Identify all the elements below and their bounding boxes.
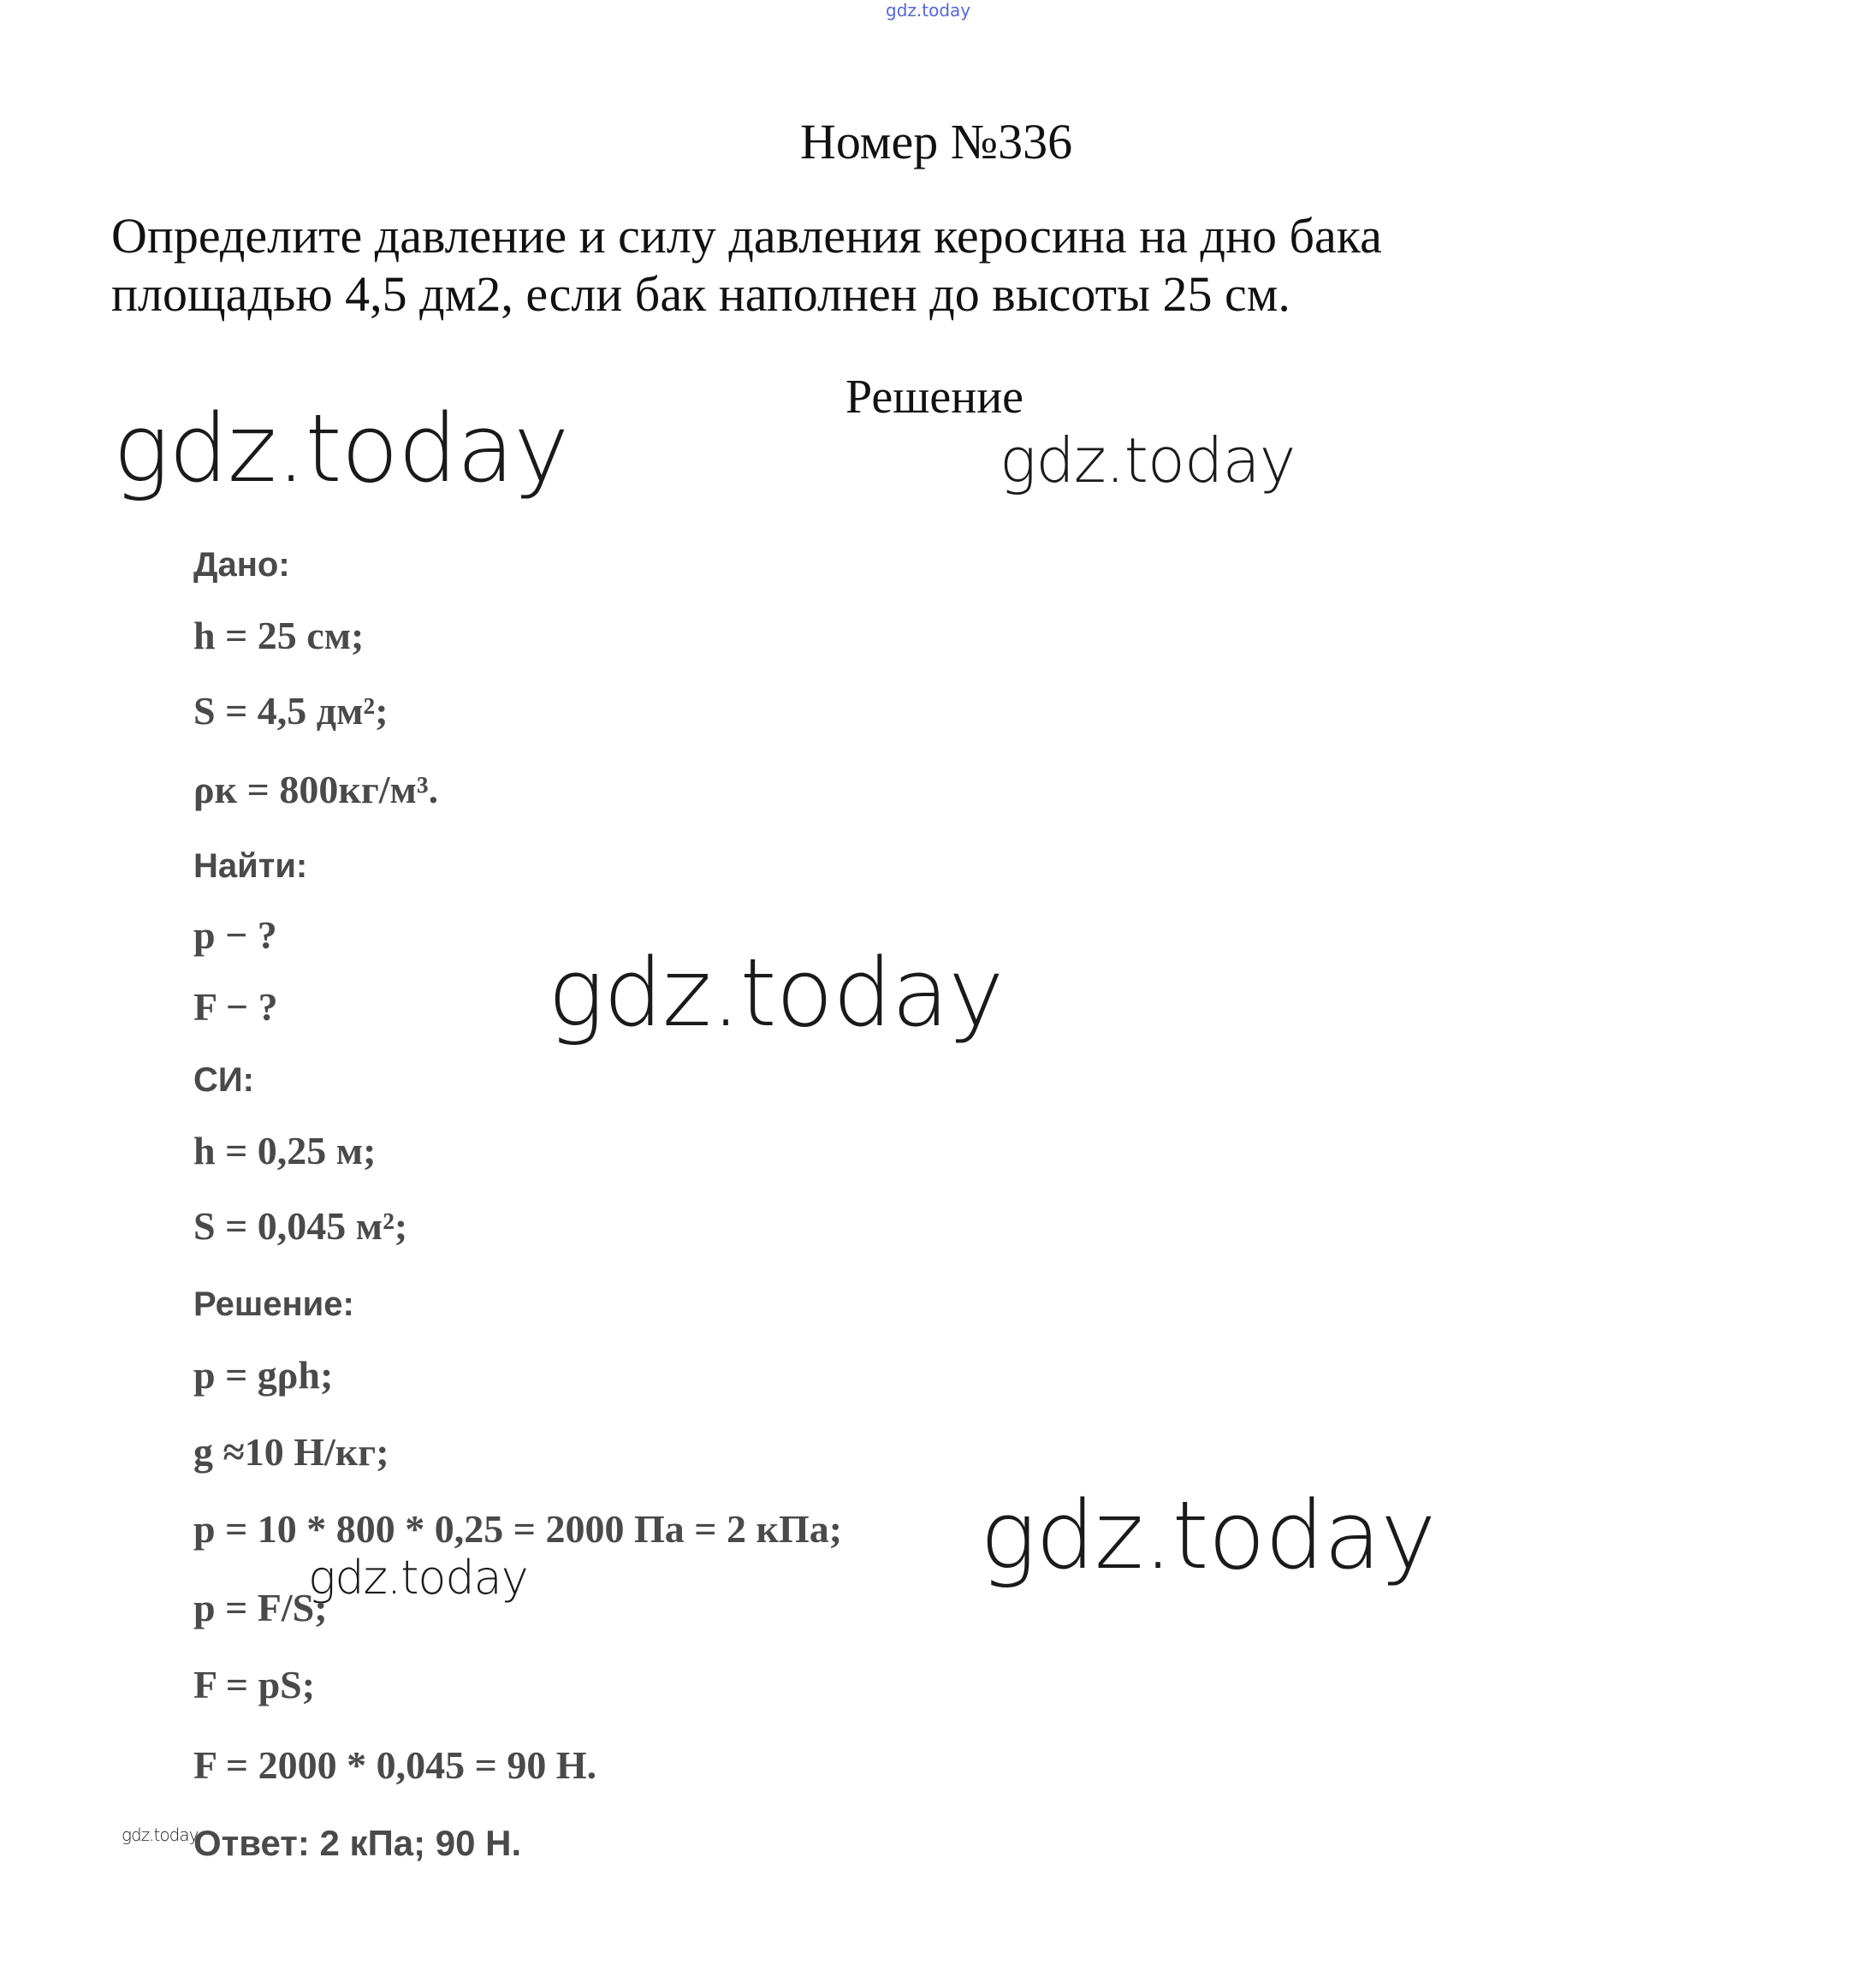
- watermark: gdz.today: [548, 938, 1004, 1047]
- problem-line-1: Определите давление и силу давления керосина на дно бака: [111, 208, 1382, 264]
- watermark: gdz.today: [122, 1825, 199, 1845]
- formula-calc-pressure: p = 10 * 800 * 0,25 = 2000 Па = 2 кПа;: [193, 1507, 843, 1551]
- problem-line-2: площадью 4,5 дм2, если бак наполнен до высоты 25 см.: [111, 266, 1290, 322]
- solution-label: Решение:: [193, 1285, 354, 1323]
- given-density: ρк = 800кг/м³.: [193, 768, 439, 811]
- watermark: gdz.today: [113, 394, 569, 503]
- si-height: h = 0,25 м;: [193, 1129, 377, 1172]
- formula-calc-force: F = 2000 * 0,045 = 90 Н.: [193, 1743, 597, 1787]
- watermark: gdz.today: [980, 1481, 1436, 1590]
- given-label: Дано:: [193, 546, 290, 584]
- formula-g: g ≈10 Н/кг;: [193, 1430, 389, 1474]
- find-force: F − ?: [193, 985, 278, 1029]
- top-watermark: gdz.today: [886, 0, 971, 21]
- given-area: S = 4,5 дм²;: [193, 689, 389, 733]
- si-area: S = 0,045 м²;: [193, 1204, 408, 1248]
- formula-force: F = pS;: [193, 1663, 316, 1706]
- si-label: СИ:: [193, 1061, 254, 1099]
- formula-pressure: p = gρh;: [193, 1353, 334, 1397]
- page-title: Номер №336: [800, 114, 1073, 169]
- solution-heading: Решение: [845, 371, 1024, 424]
- find-label: Найти:: [193, 847, 308, 885]
- given-height: h = 25 см;: [193, 614, 365, 657]
- watermark: gdz.today: [308, 1551, 528, 1605]
- find-pressure: p − ?: [193, 913, 277, 957]
- watermark: gdz.today: [1000, 424, 1296, 496]
- answer: Ответ: 2 кПа; 90 Н.: [193, 1823, 522, 1863]
- formula-pressure-force: p = F/S;: [193, 1586, 328, 1629]
